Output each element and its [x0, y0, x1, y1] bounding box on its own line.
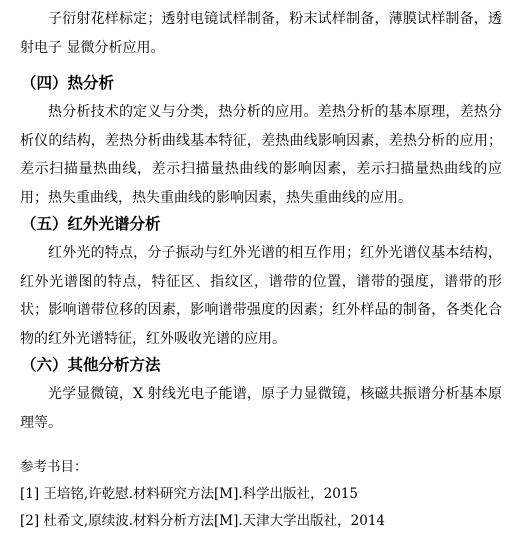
reference-item: [1] 王培铭,许乾慰.材料研究方法[M].科学出版社，2015	[20, 486, 359, 502]
section-heading-other-methods: （六）其他分析方法	[21, 356, 161, 374]
intro-paragraph: 子衍射花样标定；透射电镜试样制备，粉末试样制备，薄膜试样制备，透射电子 显微分析应用。	[20, 11, 502, 56]
references-title: 参考书目：	[20, 459, 88, 475]
section-body-other-methods: 光学显微镜，X 射线光电子能谱，原子力显微镜，核磁共振谱分析基本原理等。	[20, 386, 502, 431]
section-body-infrared-spectroscopy: 红外光的特点，分子振动与红外光谱的相互作用；红外光谱仪基本结构，红外光谱图的特点，特征区、指纹区，谱带的位置，谱带的强度，谱带的形状；影响谱带位移的因素，影响谱带强度的因素；红外样品的制备，各类化合物的红外光谱特征，红外吸收光谱的应用。	[20, 245, 502, 347]
reference-item: [2] 杜希文,原续波.材料分析方法[M].天津大学出版社，2014	[20, 513, 386, 529]
section-heading-infrared-spectroscopy: （五）红外光谱分析	[21, 215, 161, 233]
section-body-thermal-analysis: 热分析技术的定义与分类，热分析的应用。差热分析的基本原理，差热分析仪的结构，差热分析曲线基本特征，差热曲线影响因素，差热分析的应用；差示扫描量热曲线，差示扫描量热曲线的影响因素，差示扫描量热曲线的应用；热失重曲线，热失重曲线的影响因素，热失重曲线的应用。	[20, 104, 502, 206]
section-heading-thermal-analysis: （四）热分析	[21, 74, 115, 92]
